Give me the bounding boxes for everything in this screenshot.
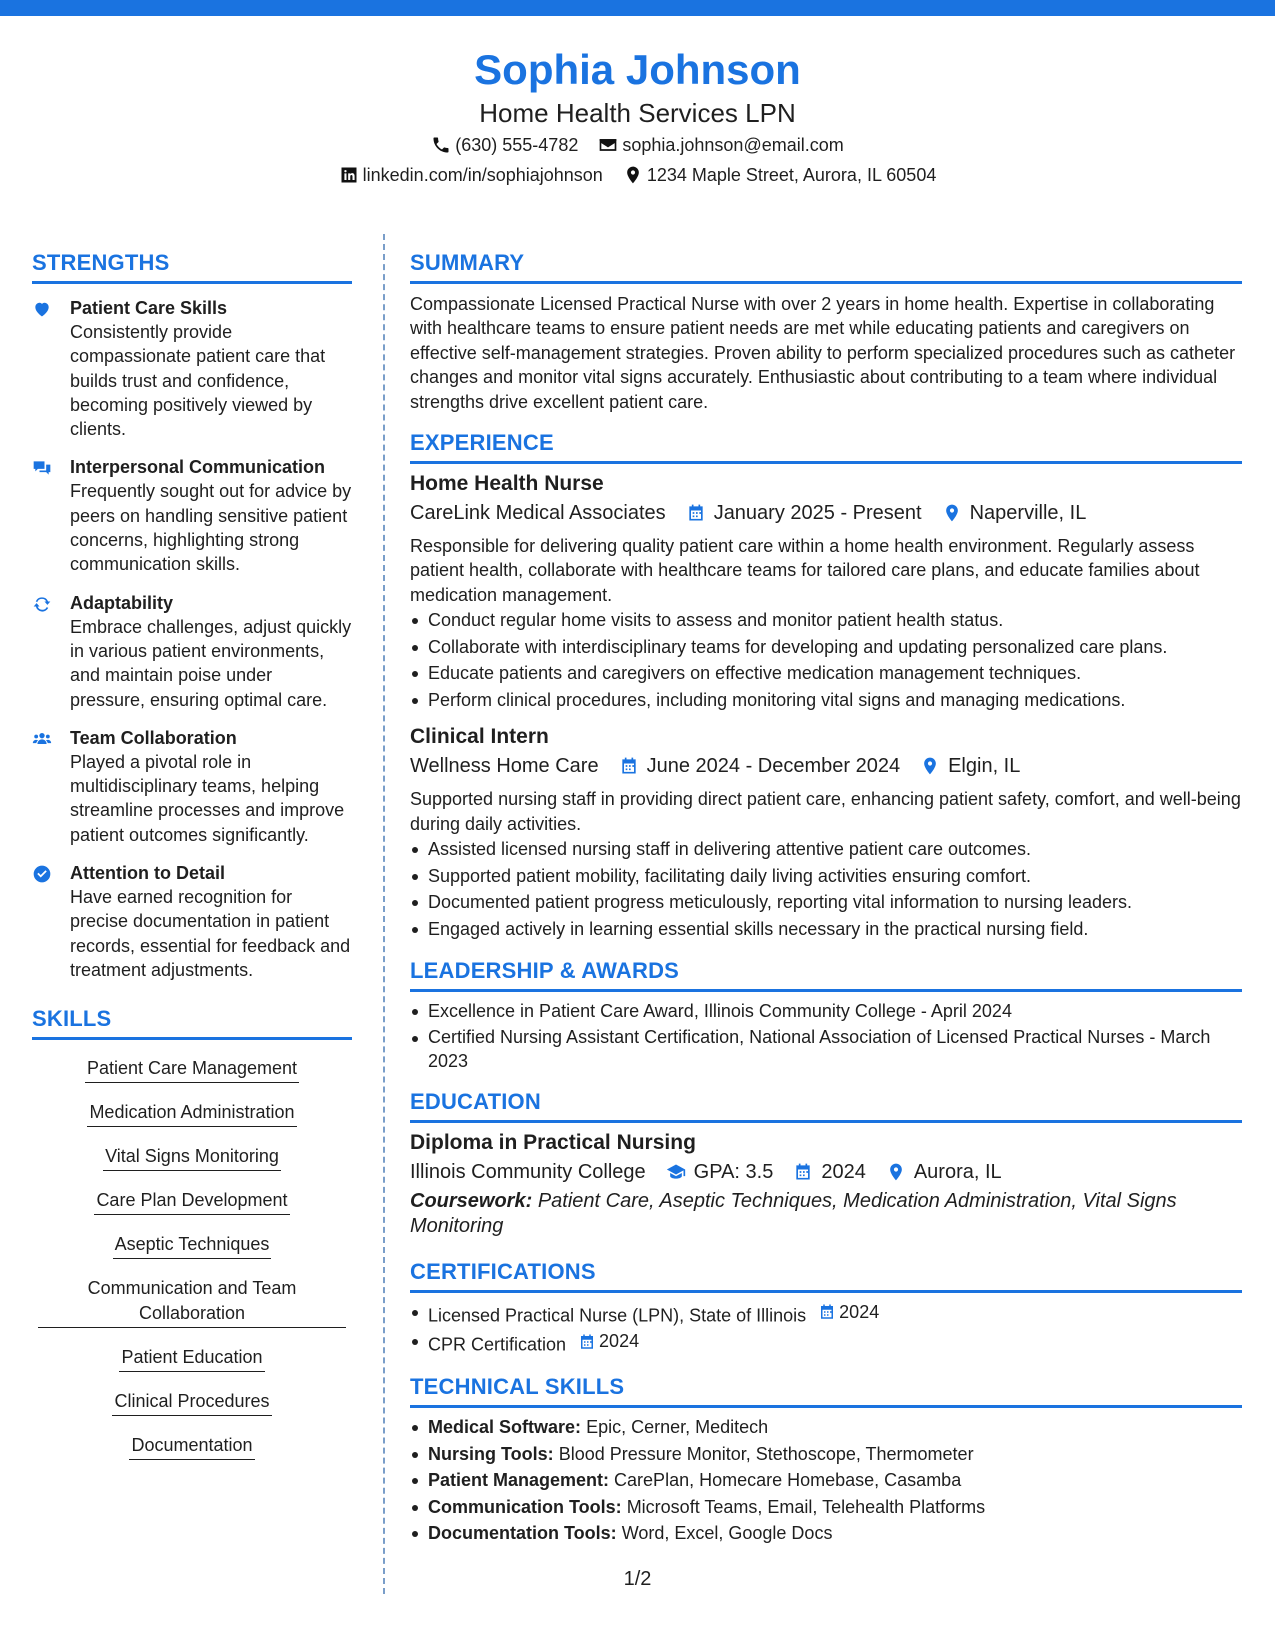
- column-divider: [383, 234, 385, 1594]
- strength-desc: Have earned recognition for precise documentation in patient records, essential for feedback and treatment adjustments.: [70, 887, 351, 980]
- job-meta: [410, 498, 1242, 528]
- check-circle-icon: [32, 864, 52, 884]
- strength-name: Adaptability: [70, 592, 174, 613]
- skill-tag: Documentation: [129, 1433, 254, 1460]
- skill-tag: Aseptic Techniques: [113, 1232, 272, 1259]
- strength-item: [32, 296, 352, 441]
- strength-name: Patient Care Skills: [70, 298, 228, 318]
- calendar-icon: [818, 1303, 836, 1321]
- job-bullets: [410, 607, 1242, 713]
- resume-header: [0, 44, 1275, 190]
- strength-item: [32, 591, 352, 712]
- experience-rule: [410, 461, 1242, 464]
- job-location: Naperville, IL: [969, 502, 1087, 525]
- phone-contact: [431, 130, 578, 160]
- experience-heading: EXPERIENCE: [410, 430, 554, 456]
- right-column: [410, 248, 1242, 1547]
- skill-tag: Care Plan Development: [94, 1188, 289, 1215]
- tech-label: Nursing Tools:: [428, 1443, 554, 1464]
- graduation-year: 2024: [821, 1160, 866, 1183]
- skill-tag: Patient Education: [119, 1345, 264, 1372]
- coursework-label: Coursework:: [410, 1189, 533, 1212]
- list-item: Documented patient progress meticulously, reporting vital information to nursing leaders.: [410, 889, 1242, 916]
- skill-tag: Clinical Procedures: [112, 1389, 271, 1416]
- location-pin-icon: [942, 503, 962, 523]
- awards-section: [410, 956, 1242, 1073]
- list-item: Conduct regular home visits to assess and monitor patient health status.: [410, 607, 1242, 634]
- awards-heading: LEADERSHIP & AWARDS: [410, 958, 680, 984]
- summary-rule: [410, 281, 1242, 284]
- technical-skills-heading: TECHNICAL SKILLS: [410, 1374, 625, 1400]
- coursework: [410, 1189, 1242, 1239]
- tech-value: Epic, Cerner, Meditech: [586, 1417, 769, 1438]
- email-text: sophia.johnson@email.com: [622, 135, 844, 155]
- skills-rule: [32, 1037, 352, 1040]
- candidate-title: Home Health Services LPN: [479, 98, 796, 128]
- tech-label: Medical Software:: [428, 1417, 582, 1438]
- users-icon: [32, 729, 52, 749]
- technical-skills-rule: [410, 1405, 1242, 1408]
- tech-value: Microsoft Teams, Email, Telehealth Platforms: [626, 1496, 986, 1517]
- list-item: Educate patients and caregivers on effective medication management techniques.: [410, 660, 1242, 687]
- candidate-name: Sophia Johnson: [474, 46, 801, 93]
- list-item: Supported patient mobility, facilitating daily living activities ensuring comfort.: [410, 863, 1242, 890]
- cert-date: 2024: [839, 1301, 880, 1322]
- education-section: [410, 1087, 1242, 1239]
- job-entry: [410, 470, 1242, 713]
- skill-tag: Vital Signs Monitoring: [103, 1144, 281, 1171]
- list-item: Certified Nursing Assistant Certification, National Association of Licensed Practical Nurses - March 2023: [410, 1025, 1242, 1073]
- skill-tag: Medication Administration: [87, 1100, 296, 1127]
- calendar-icon: [686, 503, 706, 523]
- cert-date: 2024: [599, 1331, 640, 1352]
- linkedin-icon: [339, 165, 359, 185]
- phone-icon: [431, 135, 451, 155]
- education-meta: [410, 1157, 1242, 1187]
- strength-desc: Played a pivotal role in multidisciplinary teams, helping streamline processes and improve patient outcomes significantly.: [70, 751, 345, 845]
- strengths-heading: STRENGTHS: [32, 250, 170, 275]
- coursework-text: Patient Care, Aseptic Techniques, Medication Administration, Vital Signs Monitoring: [410, 1189, 1177, 1237]
- refresh-icon: [32, 594, 52, 614]
- job-role: Home Health Nurse: [410, 472, 604, 496]
- list-item: [410, 1441, 1242, 1468]
- technical-skills-section: [410, 1372, 1242, 1547]
- calendar-icon: [793, 1162, 813, 1182]
- skills-list: [32, 1056, 352, 1477]
- job-location: Elgin, IL: [948, 755, 1021, 778]
- cert-name: CPR Certification: [428, 1334, 567, 1355]
- strength-name: Interpersonal Communication: [70, 457, 326, 478]
- envelope-icon: [598, 135, 618, 155]
- summary-text: Compassionate Licensed Practical Nurse with over 2 years in home health. Expertise in collaborating with healthcare teams to ensure patient needs are met while educating patients and caregivers on effective self-management strategies. Proven ability to perform specialized procedures such as catheter changes and monitor vital signs accurately. Enthusiastic about contributing to a team where individual strengths drive excellent patient care.: [410, 294, 1236, 412]
- address-text: 1234 Maple Street, Aurora, IL 60504: [646, 165, 937, 185]
- job-company: Wellness Home Care: [410, 755, 599, 778]
- list-item: Excellence in Patient Care Award, Illinois Community College - April 2024: [410, 998, 1242, 1025]
- certifications-heading: CERTIFICATIONS: [410, 1258, 596, 1284]
- list-item: Perform clinical procedures, including monitoring vital signs and managing medications.: [410, 687, 1242, 714]
- tech-label: Documentation Tools:: [428, 1523, 617, 1544]
- heart-icon: [32, 299, 52, 319]
- contact-row-2: [0, 160, 1275, 190]
- job-description: Supported nursing staff in providing direct patient care, enhancing patient safety, comfort, and well-being during daily activities.: [410, 789, 1241, 834]
- tech-value: CarePlan, Homecare Homebase, Casamba: [614, 1470, 962, 1491]
- list-item: [410, 1328, 1242, 1358]
- skills-section: [32, 1004, 352, 1477]
- list-item: [410, 1414, 1242, 1441]
- tech-label: Communication Tools:: [428, 1496, 622, 1517]
- location-pin-icon: [920, 756, 940, 776]
- calendar-icon: [619, 756, 639, 776]
- degree-name: Diploma in Practical Nursing: [410, 1130, 696, 1154]
- list-item: [410, 1299, 1242, 1329]
- list-item: Engaged actively in learning essential skills necessary in the practical nursing field.: [410, 916, 1242, 943]
- contact-row-1: [0, 130, 1275, 160]
- strength-desc: Consistently provide compassionate patient care that builds trust and confidence, becoming positively viewed by clients.: [70, 322, 326, 440]
- cert-name: Licensed Practical Nurse (LPN), State of Illinois: [428, 1304, 807, 1325]
- list-item: [410, 1520, 1242, 1547]
- left-column: [32, 248, 352, 1477]
- certifications-list: [410, 1299, 1242, 1359]
- chat-icon: [32, 458, 52, 478]
- job-dates: June 2024 - December 2024: [646, 755, 901, 778]
- strength-desc: Frequently sought out for advice by peers on handling sensitive patient concerns, highlighting strong communication skills.: [70, 481, 352, 575]
- strengths-rule: [32, 281, 352, 284]
- strengths-section: [32, 248, 352, 982]
- list-item: [410, 1494, 1242, 1521]
- skill-tag: Patient Care Management: [85, 1056, 299, 1083]
- list-item: Assisted licensed nursing staff in delivering attentive patient care outcomes.: [410, 836, 1242, 863]
- education-rule: [410, 1120, 1242, 1123]
- experience-section: [410, 428, 1242, 942]
- strength-item: [32, 726, 352, 847]
- gpa: GPA: 3.5: [693, 1160, 774, 1183]
- job-company: CareLink Medical Associates: [410, 502, 666, 525]
- linkedin-text: linkedin.com/in/sophiajohnson: [362, 165, 603, 185]
- graduation-cap-icon: [666, 1162, 686, 1182]
- tech-value: Blood Pressure Monitor, Stethoscope, Thermometer: [558, 1443, 974, 1464]
- skills-heading: SKILLS: [32, 1006, 112, 1032]
- list-item: Collaborate with interdisciplinary teams for developing and updating personalized care plans.: [410, 634, 1242, 661]
- education-location: Aurora, IL: [913, 1160, 1002, 1183]
- linkedin-contact[interactable]: [339, 160, 603, 190]
- strength-item: [32, 861, 352, 982]
- technical-skills-list: [410, 1414, 1242, 1547]
- calendar-icon: [578, 1333, 596, 1351]
- tech-label: Patient Management:: [428, 1470, 610, 1491]
- strength-name: Team Collaboration: [70, 727, 237, 748]
- education-heading: EDUCATION: [410, 1088, 541, 1114]
- top-accent-bar: [0, 0, 1275, 16]
- awards-rule: [410, 989, 1242, 992]
- certifications-rule: [410, 1290, 1242, 1293]
- job-meta: [410, 751, 1242, 781]
- job-entry: [410, 723, 1242, 942]
- job-description: Responsible for delivering quality patient care within a home health environment. Regularly assess patient health, collaborate with healthcare teams for tailored care plans, and educate families about medication management.: [410, 536, 1200, 605]
- address-contact: [623, 160, 937, 190]
- job-bullets: [410, 836, 1242, 942]
- awards-list: [410, 998, 1242, 1073]
- phone-text: (630) 555-4782: [455, 135, 579, 155]
- skill-tag: Communication and Team Collaboration: [38, 1276, 346, 1328]
- job-role: Clinical Intern: [410, 725, 549, 749]
- summary-section: [410, 248, 1242, 414]
- job-dates: January 2025 - Present: [713, 502, 922, 525]
- summary-heading: SUMMARY: [410, 250, 525, 275]
- list-item: [410, 1467, 1242, 1494]
- tech-value: Word, Excel, Google Docs: [621, 1523, 833, 1544]
- strength-item: [32, 455, 352, 576]
- page-number: 1/2: [623, 1568, 652, 1590]
- email-contact[interactable]: [598, 130, 843, 160]
- location-pin-icon: [886, 1162, 906, 1182]
- strength-desc: Embrace challenges, adjust quickly in various patient environments, and maintain poise under pressure, ensuring optimal care.: [70, 616, 352, 710]
- certifications-section: [410, 1257, 1242, 1359]
- location-pin-icon: [623, 165, 643, 185]
- strength-name: Attention to Detail: [70, 863, 225, 884]
- school-name: Illinois Community College: [410, 1160, 646, 1183]
